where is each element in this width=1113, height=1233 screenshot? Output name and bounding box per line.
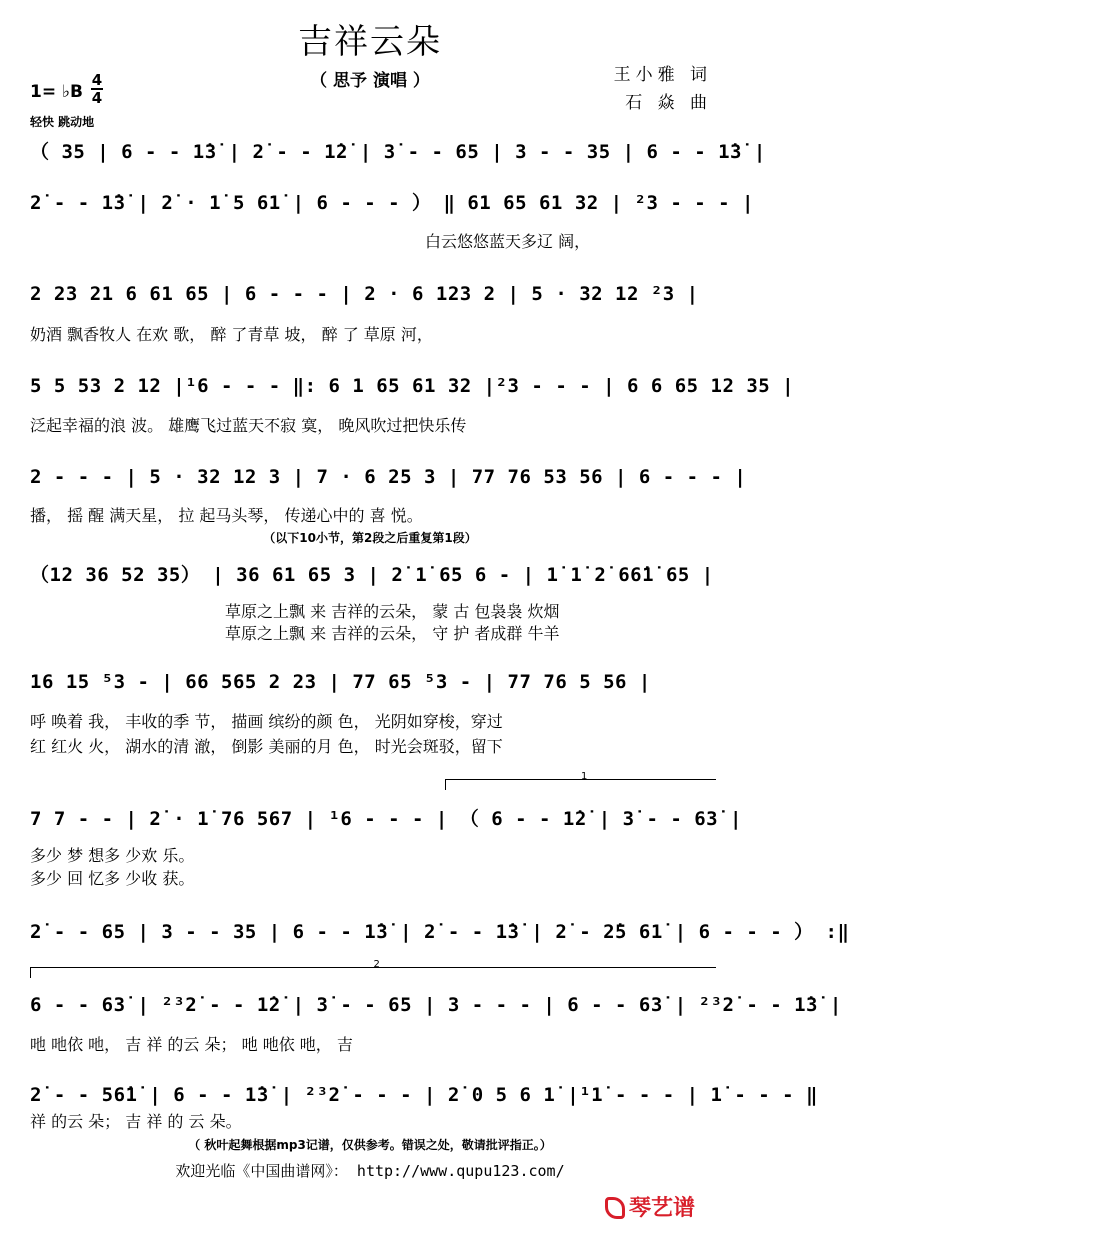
key-signature: 1= ♭B [30, 82, 83, 102]
time-sig-bottom: 4 [91, 89, 103, 107]
lyric-line: 草原之上飘 来 吉祥的云朵， 守 护 者成群 牛羊 [225, 624, 560, 643]
lyricist-credit: 王小雅 词 [613, 65, 712, 85]
tempo-marking: 轻快 跳动地 [30, 115, 95, 129]
first-ending-bracket [445, 771, 716, 790]
lyric-line: 吔 吔依 吔， 吉 祥 的云 朵； 吔 吔依 吔， 吉 [30, 1035, 353, 1054]
composer-credit: 石 焱 曲 [625, 93, 712, 113]
notation-line: 6 - - 63̇ | ²³2̇ - - 1̇2̇ | 3̇ - - 65 | 3 - - - | 6 - - 63̇ | ²³2̇ - - 1̇3̇ | [30, 994, 842, 1016]
second-ending-bracket [30, 959, 716, 978]
lyric-line: 奶酒 飘香牧人 在欢 歌， 醉 了青草 坡， 醉 了 草原 河， [30, 325, 433, 344]
site-link[interactable]: 欢迎光临《中国曲谱网》： http://www.qupu123.com/ [175, 1162, 565, 1180]
lyric-line: 多少 梦 想多 少欢 乐。 [30, 846, 195, 865]
time-signature [90, 72, 104, 106]
notation-line: 16 15 ⁵3 - | 66 565 2 23 | 77 65 ⁵3 - | 77 76 5 56 | [30, 671, 651, 693]
notation-line: 5 5 53 2 12 |¹6 - - - ‖: 6 1 65 61 32 |²3 - - - | 6 6 65 12 35 | [30, 375, 795, 397]
logo-text: 琴艺谱 [629, 1196, 696, 1221]
first-ending-number: 1 [581, 771, 588, 782]
singer-credit: （ 思予 演唱 ） [310, 71, 430, 91]
lyric-line: 白云悠悠蓝天多辽 阔， [425, 232, 591, 251]
repeat-note: （以下10小节，第2段之后重复第1段） [263, 531, 477, 545]
site-logo [605, 1191, 695, 1222]
lyric-line: 呼 唤着 我， 丰收的季 节， 描画 缤纷的颜 色， 光阴如穿梭，穿过 [30, 712, 503, 731]
notation-line: 2 23 21 6 61 65 | 6 - - - | 2 · 6 123 2 | 5 · 32 12 ²3 | [30, 283, 699, 305]
lyric-line: 草原之上飘 来 吉祥的云朵， 蒙 古 包袅袅 炊烟 [225, 602, 560, 621]
song-title: 吉祥云朵 [298, 22, 442, 62]
lyric-line: 红 红火 火， 湖水的清 澈， 倒影 美丽的月 色， 时光会斑驳，留下 [30, 737, 503, 756]
time-sig-top: 4 [91, 71, 103, 89]
notation-line: （12 36 52 35） | 36 61 65 3 | 2̇ 1̇ 65 6 - | 1̇ 1̇ 2̇ 66̇1̇ 65 | [30, 564, 714, 586]
logo-icon [605, 1197, 625, 1219]
lyric-line: 祥 的云 朵； 吉 祥 的 云 朵。 [30, 1112, 242, 1131]
lyric-line: 泛起幸福的浪 波。 雄鹰飞过蓝天不寂 寞， 晚风吹过把快乐传 [30, 416, 467, 435]
lyric-line: 播， 摇 醒 满天星， 拉 起马头琴， 传递心中的 喜 悦。 [30, 506, 423, 525]
notation-line: 2 - - - | 5 · 32 12 3 | 7 · 6 25 3 | 77 76 53 56 | 6 - - - | [30, 466, 747, 488]
second-ending-number: 2 [373, 959, 380, 970]
notation-line: 7 7 - - | 2̇ · 1̇ 76 567 | ¹6 - - - | （ 6 - - 1̇2̇ | 3̇ - - 63̇ | [30, 808, 742, 830]
lyric-line: 多少 回 忆多 少收 获。 [30, 869, 195, 888]
notation-line: （ 35 | 6 - - 1̇3̇ | 2̇ - - 1̇2̇ | 3̇ - - 65 | 3 - - 35 | 6 - - 1̇3̇ | [30, 141, 766, 163]
notation-line: 2̇ - - 1̇3̇ | 2̇ · 1̇ 5 61̇ | 6 - - - ） ‖ 61 65 61 32 | ²3 - - - | [30, 192, 754, 214]
transcriber-note: （ 秋叶起舞根据mp3记谱，仅供参考。错误之处，敬请批评指正。） [188, 1138, 552, 1152]
notation-line: 2̇ - - 65 | 3 - - 35 | 6 - - 1̇3̇ | 2̇ - - 1̇3̇ | 2̇ - 2̇5 61̇ | 6 - - - ） :‖ [30, 921, 850, 943]
notation-line: 2̇ - - 56̇1̇ | 6 - - 1̇3̇ | ²³2̇ - - - | 2̇ 0 5 6 1̇ |¹1̇ - - - | 1̇ - - - ‖ [30, 1084, 818, 1106]
